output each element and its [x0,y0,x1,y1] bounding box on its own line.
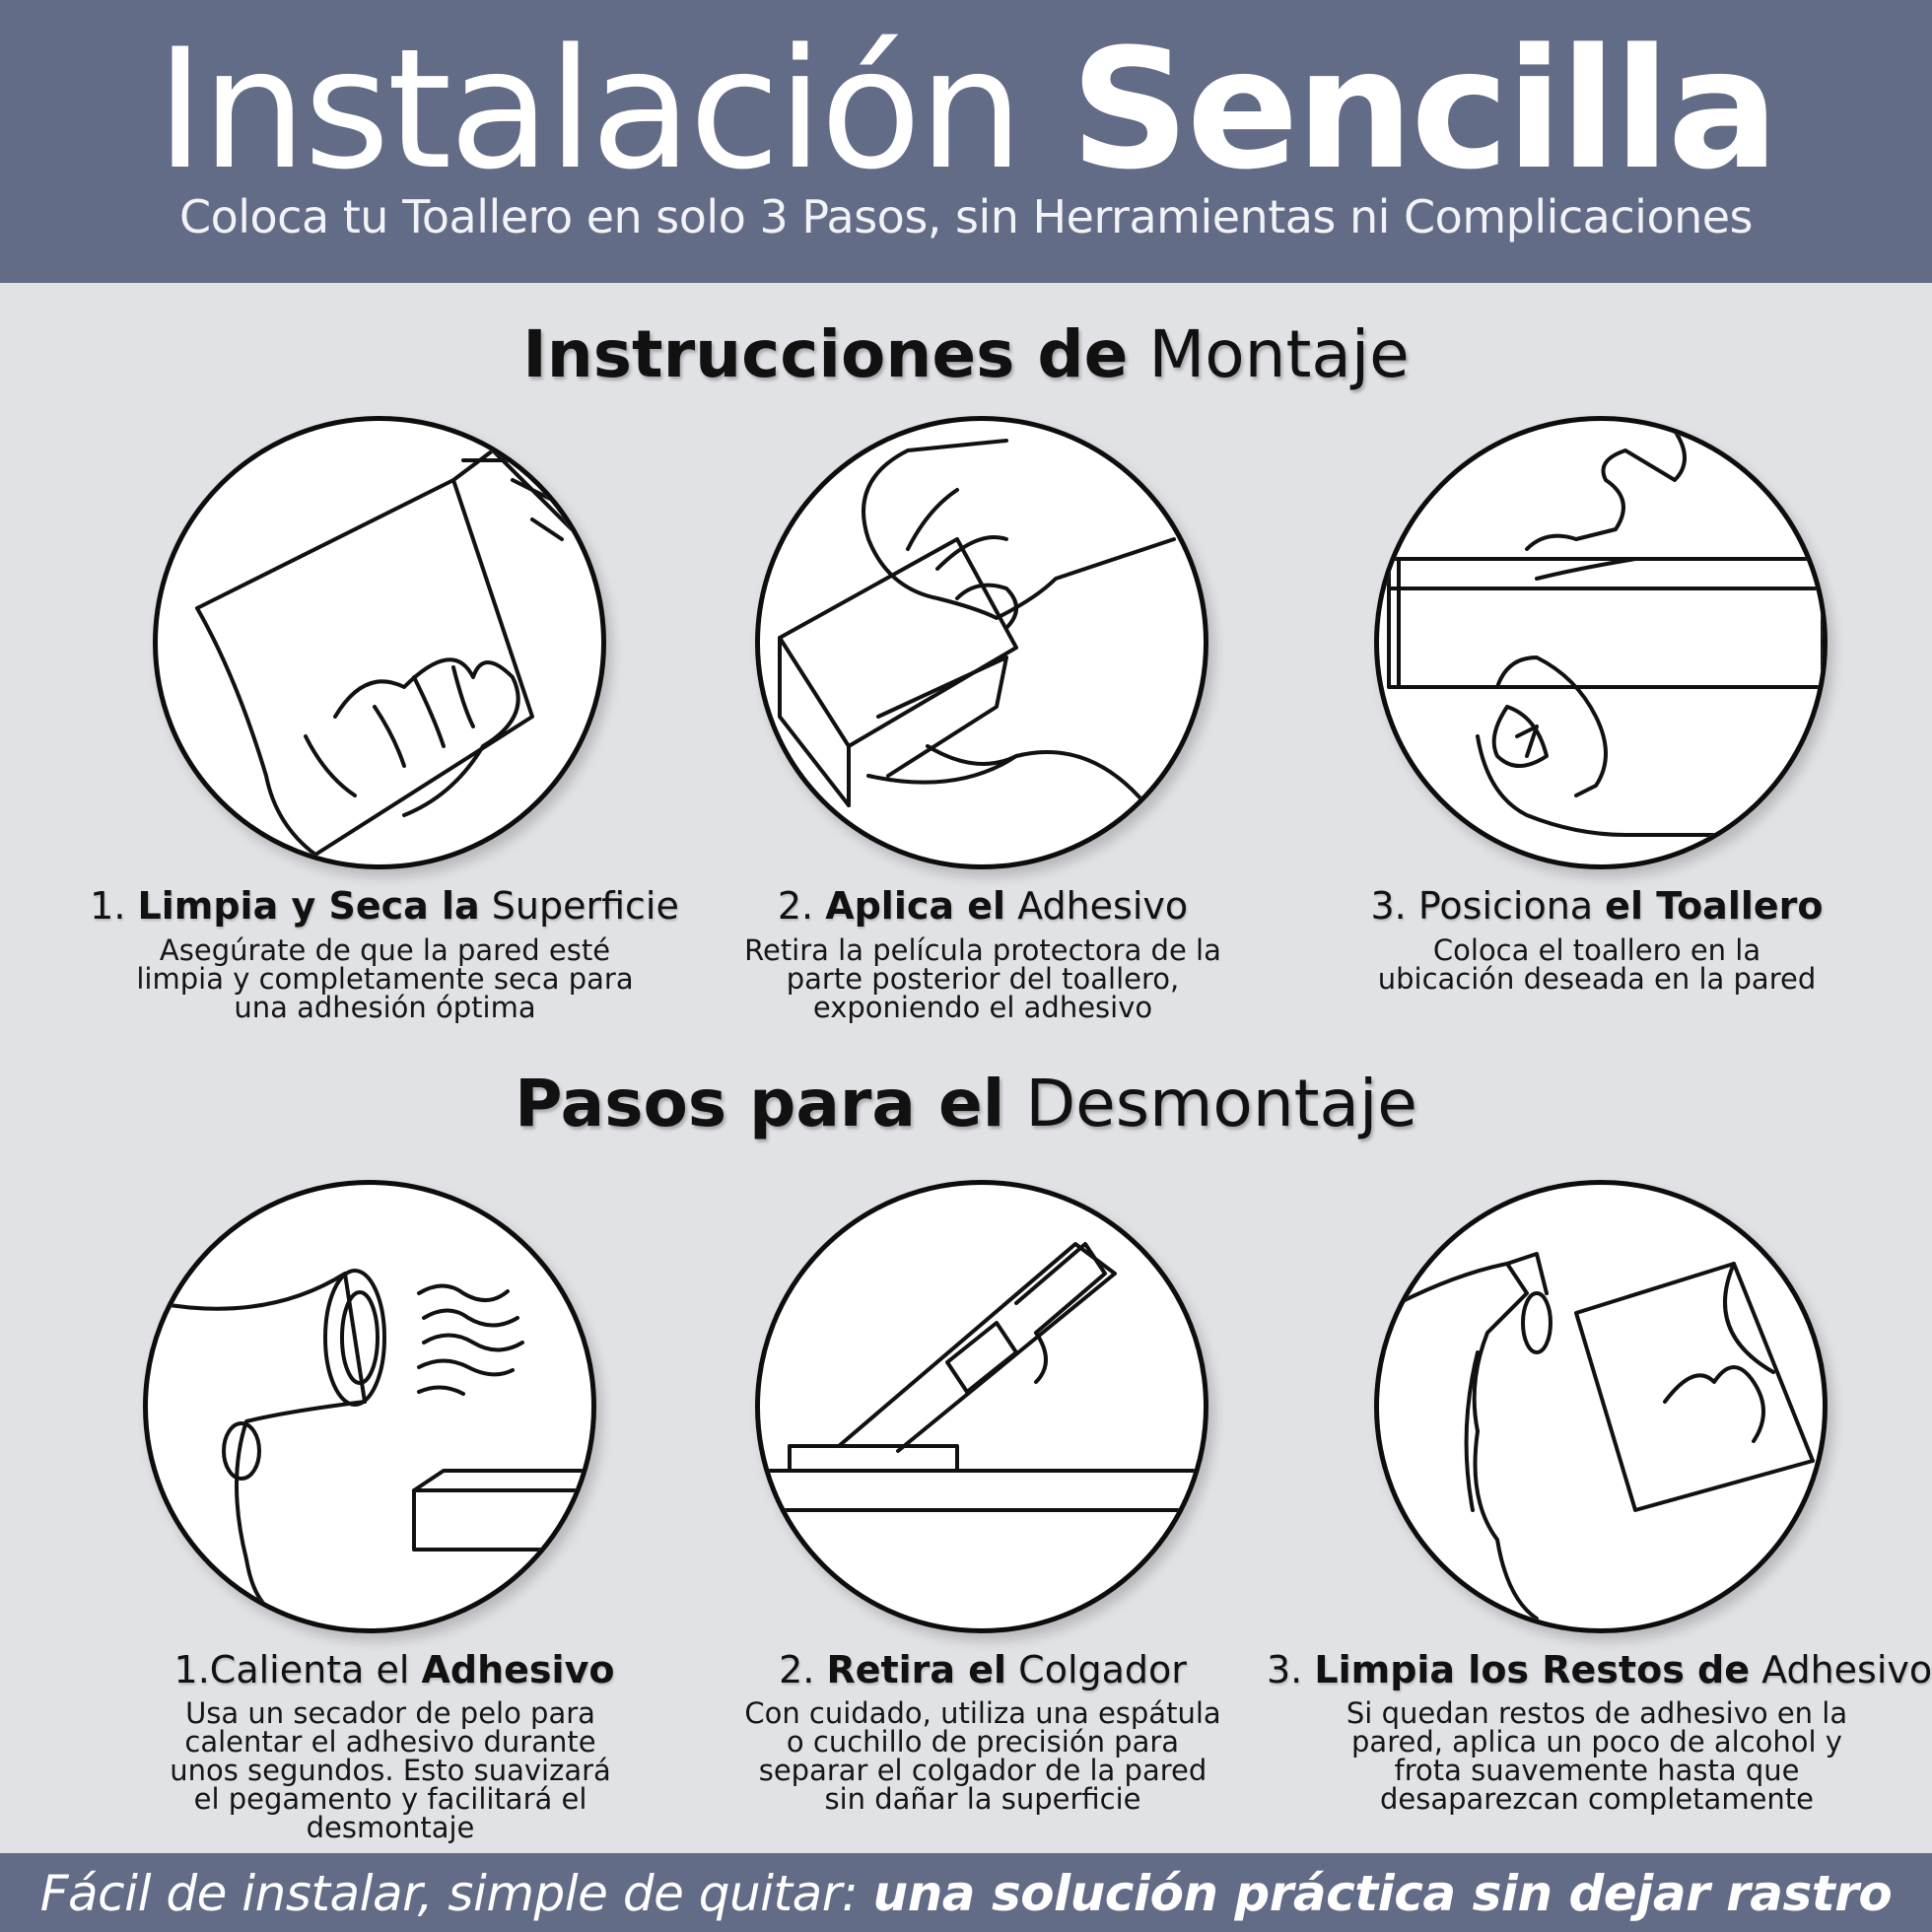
step-title-bold: Adhesivo [421,1648,615,1691]
step-title-bold: Limpia y Seca la [137,884,480,928]
montaje-section-title [0,313,1932,396]
spray-bottle-cloth-icon [1374,1180,1828,1633]
montaje-step-1-title [89,883,680,929]
towel-rack-placement-icon [1374,416,1828,869]
title-bold: Sencilla [1070,13,1776,206]
desmontaje-step-3-title [1267,1647,1932,1692]
step-number: 3. [1267,1648,1303,1691]
cleaning-cloth-hand-icon [153,416,606,869]
step-title-light: Superficie [491,884,679,928]
spatula-icon [755,1180,1208,1633]
step-title-light: Colgador [1018,1648,1187,1691]
desmontaje-step-2-description: Con cuidado, utiliza una espátula o cuchillo de precisión para separar el colgador de la pared sin dañar la superficie [744,1696,1221,1816]
adhesive-peel-icon [755,416,1208,869]
desmontaje-step-2-title [690,1647,1276,1692]
header-banner [0,0,1932,283]
montaje-step-2-title [690,883,1276,929]
desmontaje-title-bold: Pasos para el [515,1066,1005,1141]
step-title-light: Calienta el [209,1648,410,1691]
montaje-step-3-description: Coloca el toallero en la ubicación deseada en la pared [1377,933,1817,996]
montaje-title-bold: Instrucciones de [522,316,1129,392]
page-title [0,6,1932,213]
desmontaje-section-title [0,1063,1932,1145]
montaje-step-1-description: Asegúrate de que la pared esté limpia y completamente seca para una adhesión óptima [136,933,634,1024]
step-number: 1. [173,1648,210,1691]
desmontaje-step-3-description: Si quedan restos de adhesivo en la pared, aplica un poco de alcohol y frota suavemente hasta que desaparezcan completamente [1346,1696,1848,1816]
hair-dryer-icon [143,1180,596,1633]
desmontaje-step-1-description: Usa un secador de pelo para calentar el adhesivo durante unos segundos. Esto suavizará el pegamento y facilitará el desmontaje [170,1696,611,1844]
step-title-bold: el Toallero [1605,884,1824,928]
step-title-bold: Aplica el [825,884,1006,928]
footer-text [0,1859,1932,1928]
step-title-light: Adhesivo [1017,884,1189,928]
step-number: 2. [779,1648,815,1691]
title-light: Instalación [156,13,1021,206]
step-number: 2. [777,884,814,928]
montaje-title-light: Montaje [1148,316,1410,392]
step-title-light: Adhesivo [1761,1648,1932,1691]
footer-text-light: Fácil de instalar, simple de quitar: [39,1865,859,1922]
step-number: 1. [90,884,126,928]
montaje-step-3-title [1311,883,1883,929]
step-number: 3. [1370,884,1407,928]
montaje-step-2-description: Retira la película protectora de la parte posterior del toallero, exponiendo el adhesivo [744,933,1221,1024]
page-subtitle: Coloca tu Toallero en solo 3 Pasos, sin Herramientas ni Complicaciones [178,190,1754,243]
step-title-bold: Retira el [826,1648,1007,1691]
desmontaje-title-light: Desmontaje [1025,1066,1417,1141]
footer-banner [0,1853,1932,1932]
footer-text-bold: una solución práctica sin dejar rastro [872,1865,1893,1922]
step-title-light: Posiciona [1417,884,1594,928]
step-title-bold: Limpia los Restos de [1314,1648,1751,1691]
desmontaje-step-1-title [99,1647,690,1692]
